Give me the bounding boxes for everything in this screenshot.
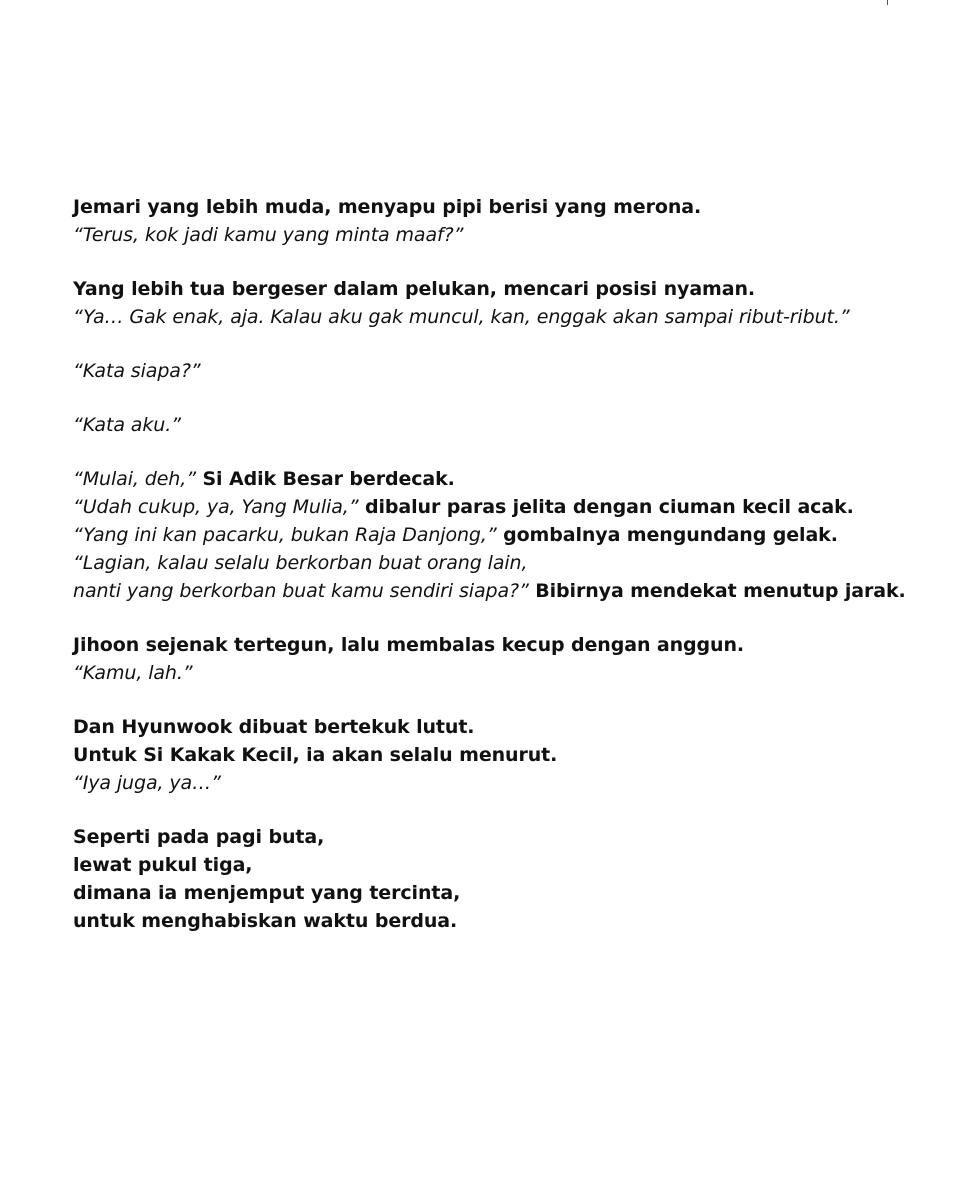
text-line — [73, 521, 933, 549]
text-line — [73, 631, 933, 659]
narration-text: dibalur paras jelita dengan ciuman kecil acak. — [358, 496, 854, 518]
dialogue-text: nanti yang berkorban buat kamu sendiri siapa?” — [73, 580, 529, 602]
narration-text: Bibirnya mendekat menutup jarak. — [528, 580, 906, 602]
paragraph — [73, 411, 933, 439]
text-line — [73, 549, 933, 577]
text-line — [73, 907, 933, 935]
paragraph — [73, 193, 933, 249]
dialogue-text: “Mulai, deh,” — [73, 468, 196, 490]
narration-text: Jemari yang lebih muda, menyapu pipi berisi yang merona. — [73, 196, 702, 218]
text-line — [73, 465, 933, 493]
text-line — [73, 659, 933, 687]
dialogue-text: “Kata aku.” — [73, 414, 181, 436]
text-line — [73, 879, 933, 907]
narration-text: Seperti pada pagi buta, — [73, 826, 325, 848]
paragraph — [73, 357, 933, 385]
text-line — [73, 823, 933, 851]
story-text — [73, 193, 933, 961]
text-line — [73, 713, 933, 741]
text-line — [73, 411, 933, 439]
text-line — [73, 221, 933, 249]
text-line — [73, 769, 933, 797]
text-line — [73, 851, 933, 879]
narration-text: untuk menghabiskan waktu berdua. — [73, 910, 458, 932]
narration-text: dimana ia menjemput yang tercinta, — [73, 882, 461, 904]
dialogue-text: “Terus, kok jadi kamu yang minta maaf?” — [73, 224, 464, 246]
paragraph — [73, 823, 933, 935]
dialogue-text: “Yang ini kan pacarku, bukan Raja Danjong,” — [73, 524, 497, 546]
text-line — [73, 275, 933, 303]
dialogue-text: “Iya juga, ya…” — [73, 772, 221, 794]
text-line — [73, 193, 933, 221]
paragraph — [73, 713, 933, 797]
dialogue-text: “Kamu, lah.” — [73, 662, 193, 684]
text-line — [73, 357, 933, 385]
narration-text: gombalnya mengundang gelak. — [496, 524, 838, 546]
dialogue-text: “Lagian, kalau selalu berkorban buat orang lain, — [73, 552, 528, 574]
text-line — [73, 577, 933, 605]
dialogue-text: “Kata siapa?” — [73, 360, 201, 382]
paragraph — [73, 275, 933, 331]
text-line — [73, 493, 933, 521]
narration-text: Untuk Si Kakak Kecil, ia akan selalu menurut. — [73, 744, 558, 766]
narration-text: Jihoon sejenak tertegun, lalu membalas kecup dengan anggun. — [73, 634, 745, 656]
text-line — [73, 741, 933, 769]
paragraph — [73, 465, 933, 605]
text-line — [73, 303, 933, 331]
narration-text: Yang lebih tua bergeser dalam pelukan, mencari posisi nyaman. — [73, 278, 756, 300]
dialogue-text: “Udah cukup, ya, Yang Mulia,” — [73, 496, 359, 518]
paragraph — [73, 631, 933, 687]
narration-text: lewat pukul tiga, — [73, 854, 253, 876]
narration-text: Dan Hyunwook dibuat bertekuk lutut. — [73, 716, 475, 738]
page-edge-mark — [887, 0, 888, 5]
dialogue-text: “Ya… Gak enak, aja. Kalau aku gak muncul, kan, enggak akan sampai ribut-ribut.” — [73, 306, 850, 328]
narration-text: Si Adik Besar berdecak. — [195, 468, 455, 490]
